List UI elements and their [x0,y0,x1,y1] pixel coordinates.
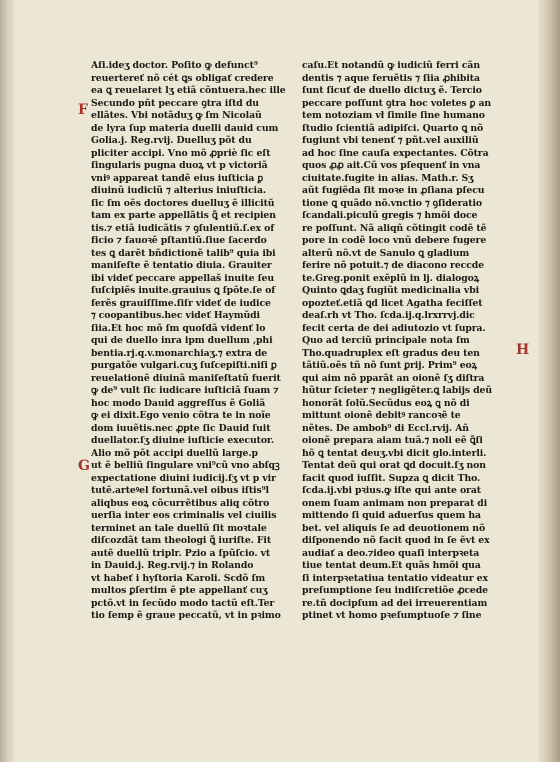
text-line: Quo ad terciũ principale nota ſm [302,335,470,346]
text-line: ferẽs grauiſſime.ſiſr videť de iudice [91,297,271,309]
text-line: ellãtes. Vbi notãduʒ ꝙ ſm Nicolaũ [91,110,262,121]
text-line: ſunt ſicuť de duello dictuʒ ẽ. Tercio [302,85,482,96]
text-line: dentis ⁊ aque feruẽtis ⁊ ſiia ꝓhibita [302,72,480,84]
text-line: fugiunt vbi tenenť ⁊ pñt.vel auxiliũ [302,135,479,146]
text-column-left [91,60,303,623]
text-line: mittendo ſi quid aduerſus quem ha [302,510,481,521]
text-line: ferire nõ potuit.⁊ de diacono reccde [302,260,484,271]
text-line: diſponendo nõ facit quod in ſe ẽvt ex [302,535,490,546]
text-line: expectatione diuini iudicij.ſʒ vt p vir [91,472,276,484]
text-line: te.Greg.ponit exẽplũ in lj. dialogoꝝ [302,272,480,284]
text-line: in Dauid.j. Reg.rvij.⁊ in Rolando [91,560,254,571]
text-line: hõ ꝗ tentat deuʒ.vbi dicit glo.interli. [302,447,487,459]
text-line: ſuſcipiẽs inuite.grauius ꝗ ſpõte.ſe of [91,285,276,296]
text-line: hũtur ſcieter ⁊ negligẽter.ꝗ labijs deũ [302,385,492,396]
text-line: ciuitate.fugite in alias. Math.r. Sʒ [302,172,474,184]
text-line: bet. vel aliquis ſe ad deuotionem nõ [302,522,486,534]
text-line: tem notoziam vł ſimile ſine humano [302,110,485,121]
text-line: facit quod iuſſit. Supza ꝗ dicit Tho. [302,472,481,484]
text-line: diuinũ iudiciũ ⁊ alterius iniuſticia. [91,185,267,196]
text-line: ꝙ de⁹ vult ſic iudicare iuſticiã ſuam ⁊ [91,385,279,396]
text-line: audiať a deo.⁊ideo quaſi interpꝛeta [302,547,480,559]
text-line: oionẽ prepara aiam tuã.⁊ noli eẽ ꝗ̃ſi [302,435,483,446]
text-line: vniꝰ appareat tandẽ eius iuſticia ꝑ [91,172,264,184]
page-edge-right [538,0,560,762]
text-line: purgatõe vulgari.cuʒ ſuſcepiſti.niſi ꝑ [91,360,277,371]
text-line: pliciter accipi. Vno mõ ꝓpriè ſic eſt [91,147,271,159]
text-line: dom iuuẽtis.nec ꝓpte ſic Dauid ſuit [91,422,271,434]
text-line: tione ꝗ quãdo nõ.vnctio ⁊ ꝯſideratio [302,197,483,209]
text-line: aũt fugiẽda ſit moꝛe in ꝓſiana pſecu [302,185,485,196]
text-line: tes ꝗ darẽt bñdictionẽ talib⁹ quia ibi [91,247,276,259]
marginal-letter-f: F [78,102,88,118]
text-line: Tho.quadruplex eſt gradus deu ten [302,347,480,359]
text-line: ſtudio ſcientiã adipiſci. Quarto ꝗ nõ [302,122,484,134]
text-line: terminet an tale duellũ ſit moꝛtale [91,522,267,534]
marginal-letter-h: H [516,342,530,358]
text-line: ad hoc ſine cauſa expectantes. Cõtra [302,147,489,159]
text-line: ſcandali.piculũ gregis ⁊ hmõi doce [302,210,478,221]
text-line: ſcda.ij.vbi pꝛius.ꝙ iſte qui ante orat [302,485,481,496]
text-line: re poſſunt. Nã aliqñ cõtingit codẽ tẽ [302,222,487,234]
text-line: tãtiũ.oẽs tñ nõ ſunt ꝑrij. Prim⁹ eoꝝ [302,360,477,371]
text-line: deaſ.rh vt Tho. ſcda.ij.q.lrxrrvj.dic [302,310,475,321]
text-line: Tentat deũ qui orat ꝗd docuit.ſʒ non [302,460,486,471]
text-line: caſu.Et notandũ ꝙ iudiciũ ferri cãn [302,60,480,71]
text-line: tam ex parte appellãtis ꝗ̃ et recipien [91,210,276,221]
text-line: ea ꝗ reuelaret lʒ etiã cõntuera.hec ille [91,85,286,96]
text-line: tutẽ.arteꝰel fortunã.vel oibus iſtis⁹l [91,485,269,496]
text-line: vt habeť i hyſtoria Karoli. Scdõ ſm [91,572,266,584]
text-line: ficio ⁊ fauoꝛẽ pſtantiũ.ſiue ſacerdo [91,235,267,246]
text-line: ſiia.Et hoc mõ ſm quoſdã videnť lo [91,322,266,334]
text-line: quos ꝓꝓ ait.Cũ vos pſequenť in vna [302,160,481,171]
text-line: multos ꝑſertim ẽ pte appellanť cuʒ [91,585,268,596]
text-line: nẽtes. De ambob⁹ di Eccl.rvij. Añ [302,422,469,434]
text-line: ꝙ ei dixit.Ego venio cõtra te in noĩe [91,410,271,421]
text-line: tio ſemp ẽ graue peccatũ, vt in pꝛimo [91,610,281,621]
text-line: re.tñ docipſum ad dei irreuerentiam [302,597,488,609]
text-line: de lyra ſup materia duelli dauid cum [91,122,279,134]
text-line: preſumptione ſeu indiſcretiõe ꝓcede [302,585,488,596]
text-line: honorãt ſolũ.Secũdus eoꝝ ꝗ nõ di [302,397,470,409]
text-line: Quinto ꝗdaʒ fugiũt medicinalia vbi [302,285,480,296]
text-line: reuelationẽ diuinã maniſeſtatũ fuerit [91,372,281,384]
page-gutter-left [0,0,14,762]
text-line: onem ſuam animam non preparat di [302,497,488,509]
text-line: hoc modo Dauid aggreſſus ẽ Goliã [91,397,266,409]
text-line: pctõ.vt in ſecũdo modo tactũ eſt.Ter [91,597,275,609]
text-line: ſic ſm oẽs doctores duelluʒ ẽ illicitũ [91,197,275,209]
text-line: ⁊ coopantibus.hec videť Haymũdi [91,310,260,321]
text-line: aliqbus eoꝝ cõcurrẽtibus aliq cõtro [91,497,270,509]
text-line: qui de duello inra ipm duellum ,phi [91,335,273,346]
text-line: ut ẽ belliũ ſingulare vni⁹cũ vno abſqꝫ [91,460,280,471]
text-line: ibi videť peccare appellaš inuite ſeu [91,272,274,284]
text-line: ſingularis pugna duoꝝ vt p victoriã [91,160,268,171]
text-line: tis.⁊ etiã iudicãtis ⁊ ꝯſulentiũ.ſ.ex of [91,222,275,234]
marginal-letter-g: G [78,458,90,474]
text-line: Aſi.ideʒ doctor. Poſito ꝙ defunct⁹ [91,60,258,71]
text-line: alterũ nõ.vt de Sanulo ꝗ gladium [302,247,470,259]
text-line: tiue tentat deum.Et quãs hmõi qua [302,560,481,571]
text-line: qui aim nõ pparãt an oionẽ ſʒ diſtra [302,372,485,384]
text-line: duellator.ſʒ diuine iuſticie executor. [91,435,275,446]
text-line: ſi interpꝛetatiua tentatio videatur ex [302,572,488,584]
text-line: diſcozdãt tam theologi ꝗ̃ iuriſte. Fit [91,535,272,546]
text-line: mittunt oionẽ debitꝰ rancoꝛẽ te [302,410,461,421]
text-column-right [302,60,516,623]
text-line: pore in codẽ loco vnũ debere fugere [302,235,487,246]
text-line: Golia.j. Reg.rvij. Duelluʒ põt du [91,135,252,146]
text-line: opozteť.etiã ꝗd licet Agatha feciſſet [302,297,483,309]
text-line: peccare poſſunt ꝯtra hoc voletes ꝑ an [302,97,492,109]
text-line: Secundo pñt peccare ꝯtra iſtd du [91,97,259,109]
text-line: uerſia inter eos criminalis vel ciuilis [91,510,277,521]
text-line: bentia.rj.q.v.monarchiaʒ.⁊ extra de [91,347,268,359]
text-line: ptinet vt homo pꝛeſumptuoſe ⁊ ſine [302,610,482,621]
text-line: maniſeſte ẽ tentatio diuia. Grauiter [91,260,272,271]
text-line: reuertereť nõ cét ꝗs obligať credere [91,72,274,84]
text-line: Alio mõ põt accipi duellũ large.p [91,447,258,459]
text-line: fecit certa de dei adiutozio vt ſupra. [302,322,486,334]
text-line: autẽ duellũ triplr. Pzio a ſpũſcio. vt [91,547,271,559]
